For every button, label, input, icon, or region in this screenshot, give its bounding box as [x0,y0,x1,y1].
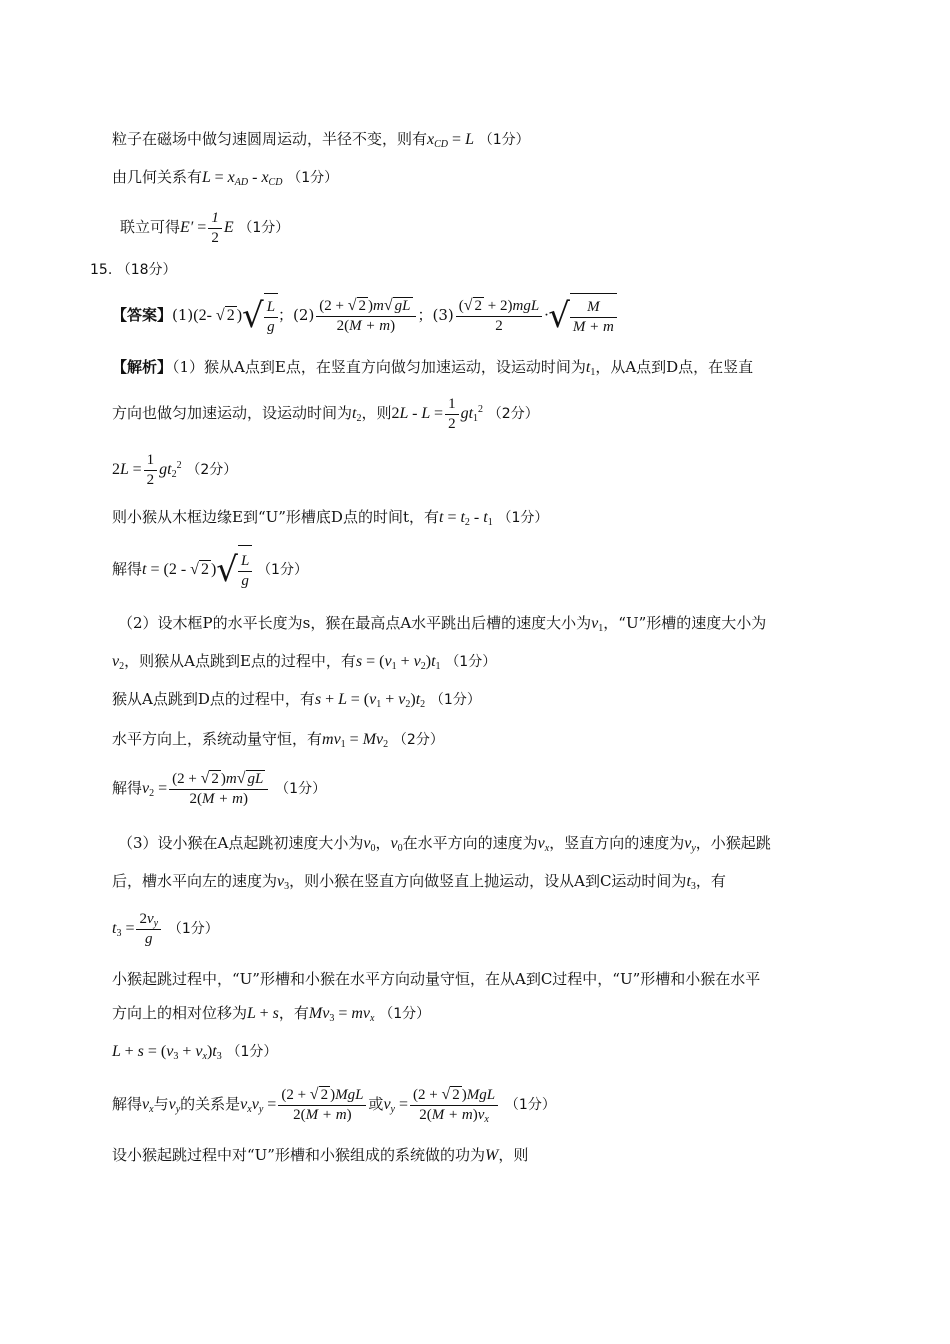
part3-line-2: 后，槽水平向左的速度为$v_3$，则小猴在竖直方向做竖直上抛运动，设从A到C运动时间为$t_3$，有 [112,872,726,892]
score: （1分） [238,220,290,236]
part3-line-5: 方向上的相对位移为L + s，有$Mv_3 = mv_x$ （1分） [112,1004,431,1024]
part2-line-2: $v_2$，则猴从A点跳到E点的过程中，有$s = (v_1 + v_2)t_1$ （1分） [112,652,497,672]
part3-line-4: 小猴起跳过程中，“U”形槽和小猴在水平方向动量守恒，在从A到C过程中，“U”形槽和小猴在水平 [112,970,761,988]
line-1: 粒子在磁场中做匀速圆周运动，半径不变，则有$x_{CD} = L$ （1分） [112,130,530,150]
part3-line-6: $L + s = (v_3 + v_x)t_3$ （1分） [112,1043,278,1062]
analysis-line-3: 2L = $\frac{1}{2}$ $gt_2^2$ （2分） [112,451,238,488]
analysis-line-2: 方向也做匀加速运动，设运动时间为$t_2$，则2L - L = $\frac{1}{2}$ $gt_1^2$ （2分） [112,395,539,432]
part3-line-7: 解得$v_x$与$v_y$的关系是$v_xv_y$ = $\frac{\text{(2 + √ 2 )MgL}}{2(M + m)}$ 或$v_y$ = $\frac{\text{(2 + √ 2 )MgL}}{2(M + m)v_x}$ （1分） [112,1086,556,1125]
analysis-line-4: 则小猴从木框边缘E到“U”形槽底D点的时间t，有$t = t_2 - t_1$ （1分） [112,508,549,528]
text: 联立可得 [120,218,181,236]
line-3: 联立可得E′ = $\frac{1}{2}$ E （1分） [120,209,290,246]
part3-line-8: 设小猴起跳过程中对“U”形槽和小猴组成的系统做的功为W，则 [112,1146,529,1164]
analysis-line-5: 解得t = (2 - √ 2 )√ $\frac{L}{g}$ （1分） [112,544,308,596]
part3-line-1: （3）设小猴在A点起跳初速度大小为$v_0$，$v_0$在水平方向的速度为$v_x$，竖直方向的速度为$v_y$，小猴起跳 [118,834,771,854]
part2-line-4: 水平方向上，系统动量守恒，有$mv_1 = Mv_2$ （2分） [112,730,444,750]
part3-line-3: $t_3$ = $\frac{2v_y}{g}$ （1分） [112,910,219,947]
part2-line-1: （2）设木框P的水平长度为s，猴在最高点A水平跳出后槽的速度大小为$v_1$，“U”形槽的速度大小为 [118,614,767,634]
answer-line: 【答案】(1)(2- √ 2 )√ $\frac{L}{g}$ ；(2) $\frac{(2 + √ 2 )m√ gL}{2(M + m)}$ ；(3) $\frac{\text{(√ 2 + 2)mgL}}{2}$ ·√ $\frac{M}{M + m}$ [112,292,617,340]
question-15-header: 15. （18分） [90,262,177,278]
score: （1分） [287,170,339,186]
line-2: 由几何关系有$L = x_{AD} - x_{CD}$ （1分） [112,168,339,188]
analysis-line-1: 【解析】（1）猴从A点到E点，在竖直方向做匀加速运动，设运动时间为$t_1$，从A点到D点，在竖直 [112,358,754,378]
text: 粒子在磁场中做匀速圆周运动，半径不变，则有 [112,130,428,148]
analysis-tag: 【解析】 [112,358,173,376]
score: （1分） [478,132,530,148]
part2-line-5: 解得$v_2$ = $\frac{(2 + √ 2 )m√ gL}{2(M + m)}$ （1分） [112,770,327,807]
answer-tag: 【答案】 [112,306,173,324]
part2-line-3: 猴从A点跳到D点的过程中，有$s + L = (v_1 + v_2)t_2$ （1分） [112,690,481,710]
text: 由几何关系有 [112,168,203,186]
